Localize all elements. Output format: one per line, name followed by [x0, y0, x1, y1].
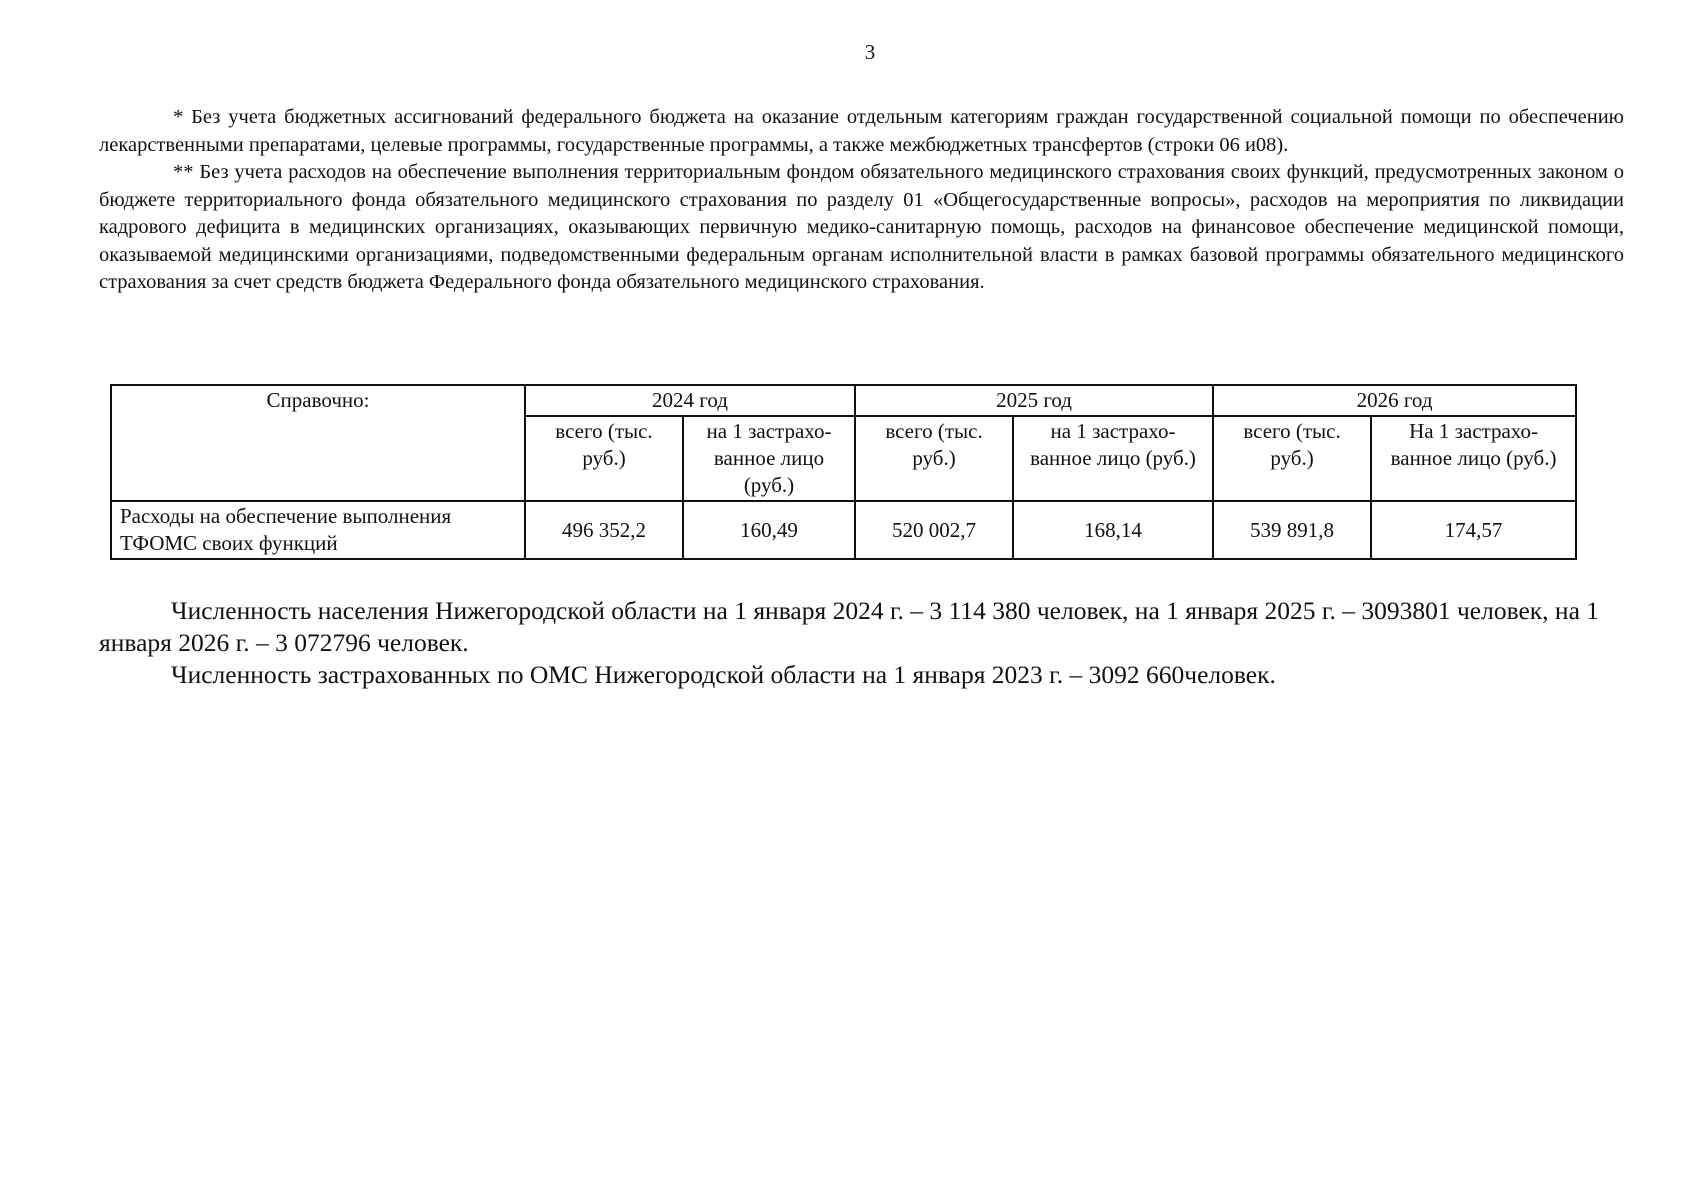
- value-total-2024: 496 352,2: [525, 501, 683, 559]
- population-paragraph: Численность населения Нижегородской области на 1 января 2024 г. – 3 114 380 человек, на 1 января 2025 г. – 3093801 человек, на 1 января 2026 г. – 3 072796 человек.: [99, 596, 1600, 657]
- table-header-row-years: [111, 385, 1576, 416]
- year-header-2025: 2025 год: [855, 385, 1213, 416]
- table-row: [111, 501, 1576, 559]
- year-header-2026: 2026 год: [1213, 385, 1576, 416]
- subheader-per-insured-2025: на 1 застрахо-ванное лицо (руб.): [1013, 416, 1213, 501]
- footnote-2: ** Без учета расходов на обеспечение выполнения территориальным фондом обязательного медицинского страхования своих функций, предусмотренных законом о бюджете территориального фонда обязательного медицинского страхования по разделу 01 «Общегосударственные вопросы», расходов на мероприятия по ликвидации кадрового дефицита в медицинских организациях, оказывающих первичную медико-санитарную помощь, расходов на финансовое обеспечение медицинской помощи, оказываемой медицинскими организациями, подведомственными федеральным органам исполнительной власти в рамках базовой программы обязательного медицинского страхования за счет средств бюджета Федерального фонда обязательного медицинского страхования.: [99, 161, 1624, 293]
- page-number: 3: [864, 40, 876, 64]
- value-total-2025: 520 002,7: [855, 501, 1013, 559]
- subheader-total-2025: всего (тыс. руб.): [855, 416, 1013, 501]
- subheader-per-insured-2026: На 1 застрахо-ванное лицо (руб.): [1371, 416, 1576, 501]
- body-text: [99, 595, 1624, 691]
- footnotes: [99, 104, 1624, 297]
- subheader-total-2024: всего (тыс. руб.): [525, 416, 683, 501]
- table-corner-label: Справочно:: [111, 385, 525, 501]
- reference-table: [110, 384, 1577, 560]
- insured-paragraph: Численность застрахованных по ОМС Нижегородской области на 1 января 2023 г. – 3092 660человек.: [171, 660, 1276, 689]
- footnote-1: * Без учета бюджетных ассигнований федерального бюджета на оказание отдельным категориям граждан государственной социальной помощи по обеспечению лекарственными препаратами, целевые программы, государственные программы, а также межбюджетных трансфертов (строки 06 и08).: [99, 106, 1624, 156]
- subheader-total-2026: всего (тыс. руб.): [1213, 416, 1371, 501]
- value-per-insured-2026: 174,57: [1371, 501, 1576, 559]
- year-header-2024: 2024 год: [525, 385, 855, 416]
- subheader-per-insured-2024: на 1 застрахо-ванное лицо (руб.): [683, 416, 855, 501]
- value-total-2026: 539 891,8: [1213, 501, 1371, 559]
- table-row-label: Расходы на обеспечение выполнения ТФОМС своих функций: [111, 501, 525, 559]
- value-per-insured-2024: 160,49: [683, 501, 855, 559]
- value-per-insured-2025: 168,14: [1013, 501, 1213, 559]
